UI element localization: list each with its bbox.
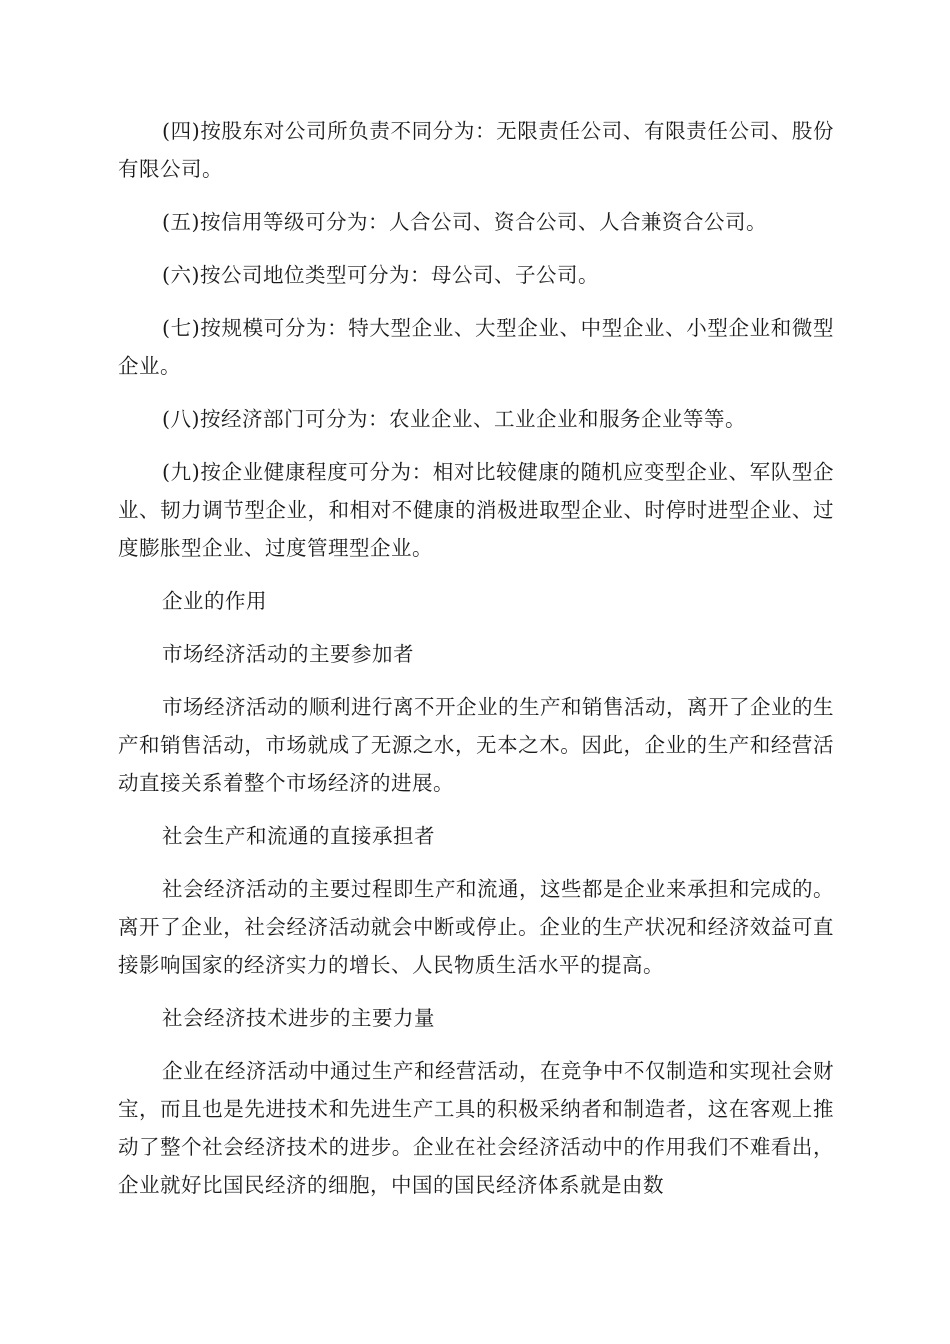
paragraph-shareholder-liability: (四)按股东对公司所负责不同分为：无限责任公司、有限责任公司、股份有限公司。 (118, 119, 834, 181)
paragraph-tech-progress: 企业在经济活动中通过生产和经营活动，在竞争中不仅制造和实现社会财宝，而且也是先进技术和先进生产工具的积极采纳者和制造者，这在客观上推动了整个社会经济技术的进步。企业在社会经济活动中的作用我们不难看出，企业就好比国民经济的细胞，中国的国民经济体系就是由数 (118, 1059, 834, 1197)
paragraph-company-status: (六)按公司地位类型可分为：母公司、子公司。 (162, 263, 599, 287)
subheading-production-circulation: 社会生产和流通的直接承担者 (162, 824, 435, 848)
paragraph-economic-sector: (八)按经济部门可分为：农业企业、工业企业和服务企业等等。 (162, 407, 746, 431)
subheading-market-participant: 市场经济活动的主要参加者 (162, 642, 414, 666)
paragraph-health: (九)按企业健康程度可分为：相对比较健康的随机应变型企业、军队型企业、韧力调节型企业，和相对不健康的消极进取型企业、时停时进型企业、过度膨胀型企业、过度管理型企业。 (118, 460, 834, 560)
document-page (118, 112, 834, 1219)
subheading-tech-progress: 社会经济技术进步的主要力量 (162, 1006, 435, 1030)
paragraph-scale: (七)按规模可分为：特大型企业、大型企业、中型企业、小型企业和微型企业。 (118, 316, 834, 378)
paragraph-market-participant: 市场经济活动的顺利进行离不开企业的生产和销售活动，离开了企业的生产和销售活动，市场就成了无源之水，无本之木。因此，企业的生产和经营活动直接关系着整个市场经济的进展。 (118, 695, 834, 795)
paragraph-credit-level: (五)按信用等级可分为：人合公司、资合公司、人合兼资合公司。 (162, 210, 767, 234)
paragraph-production-circulation: 社会经济活动的主要过程即生产和流通，这些都是企业来承担和完成的。离开了企业，社会经济活动就会中断或停止。企业的生产状况和经济效益可直接影响国家的经济实力的增长、人民物质生活水平的提高。 (118, 877, 834, 977)
section-heading-enterprise-role: 企业的作用 (162, 589, 267, 613)
